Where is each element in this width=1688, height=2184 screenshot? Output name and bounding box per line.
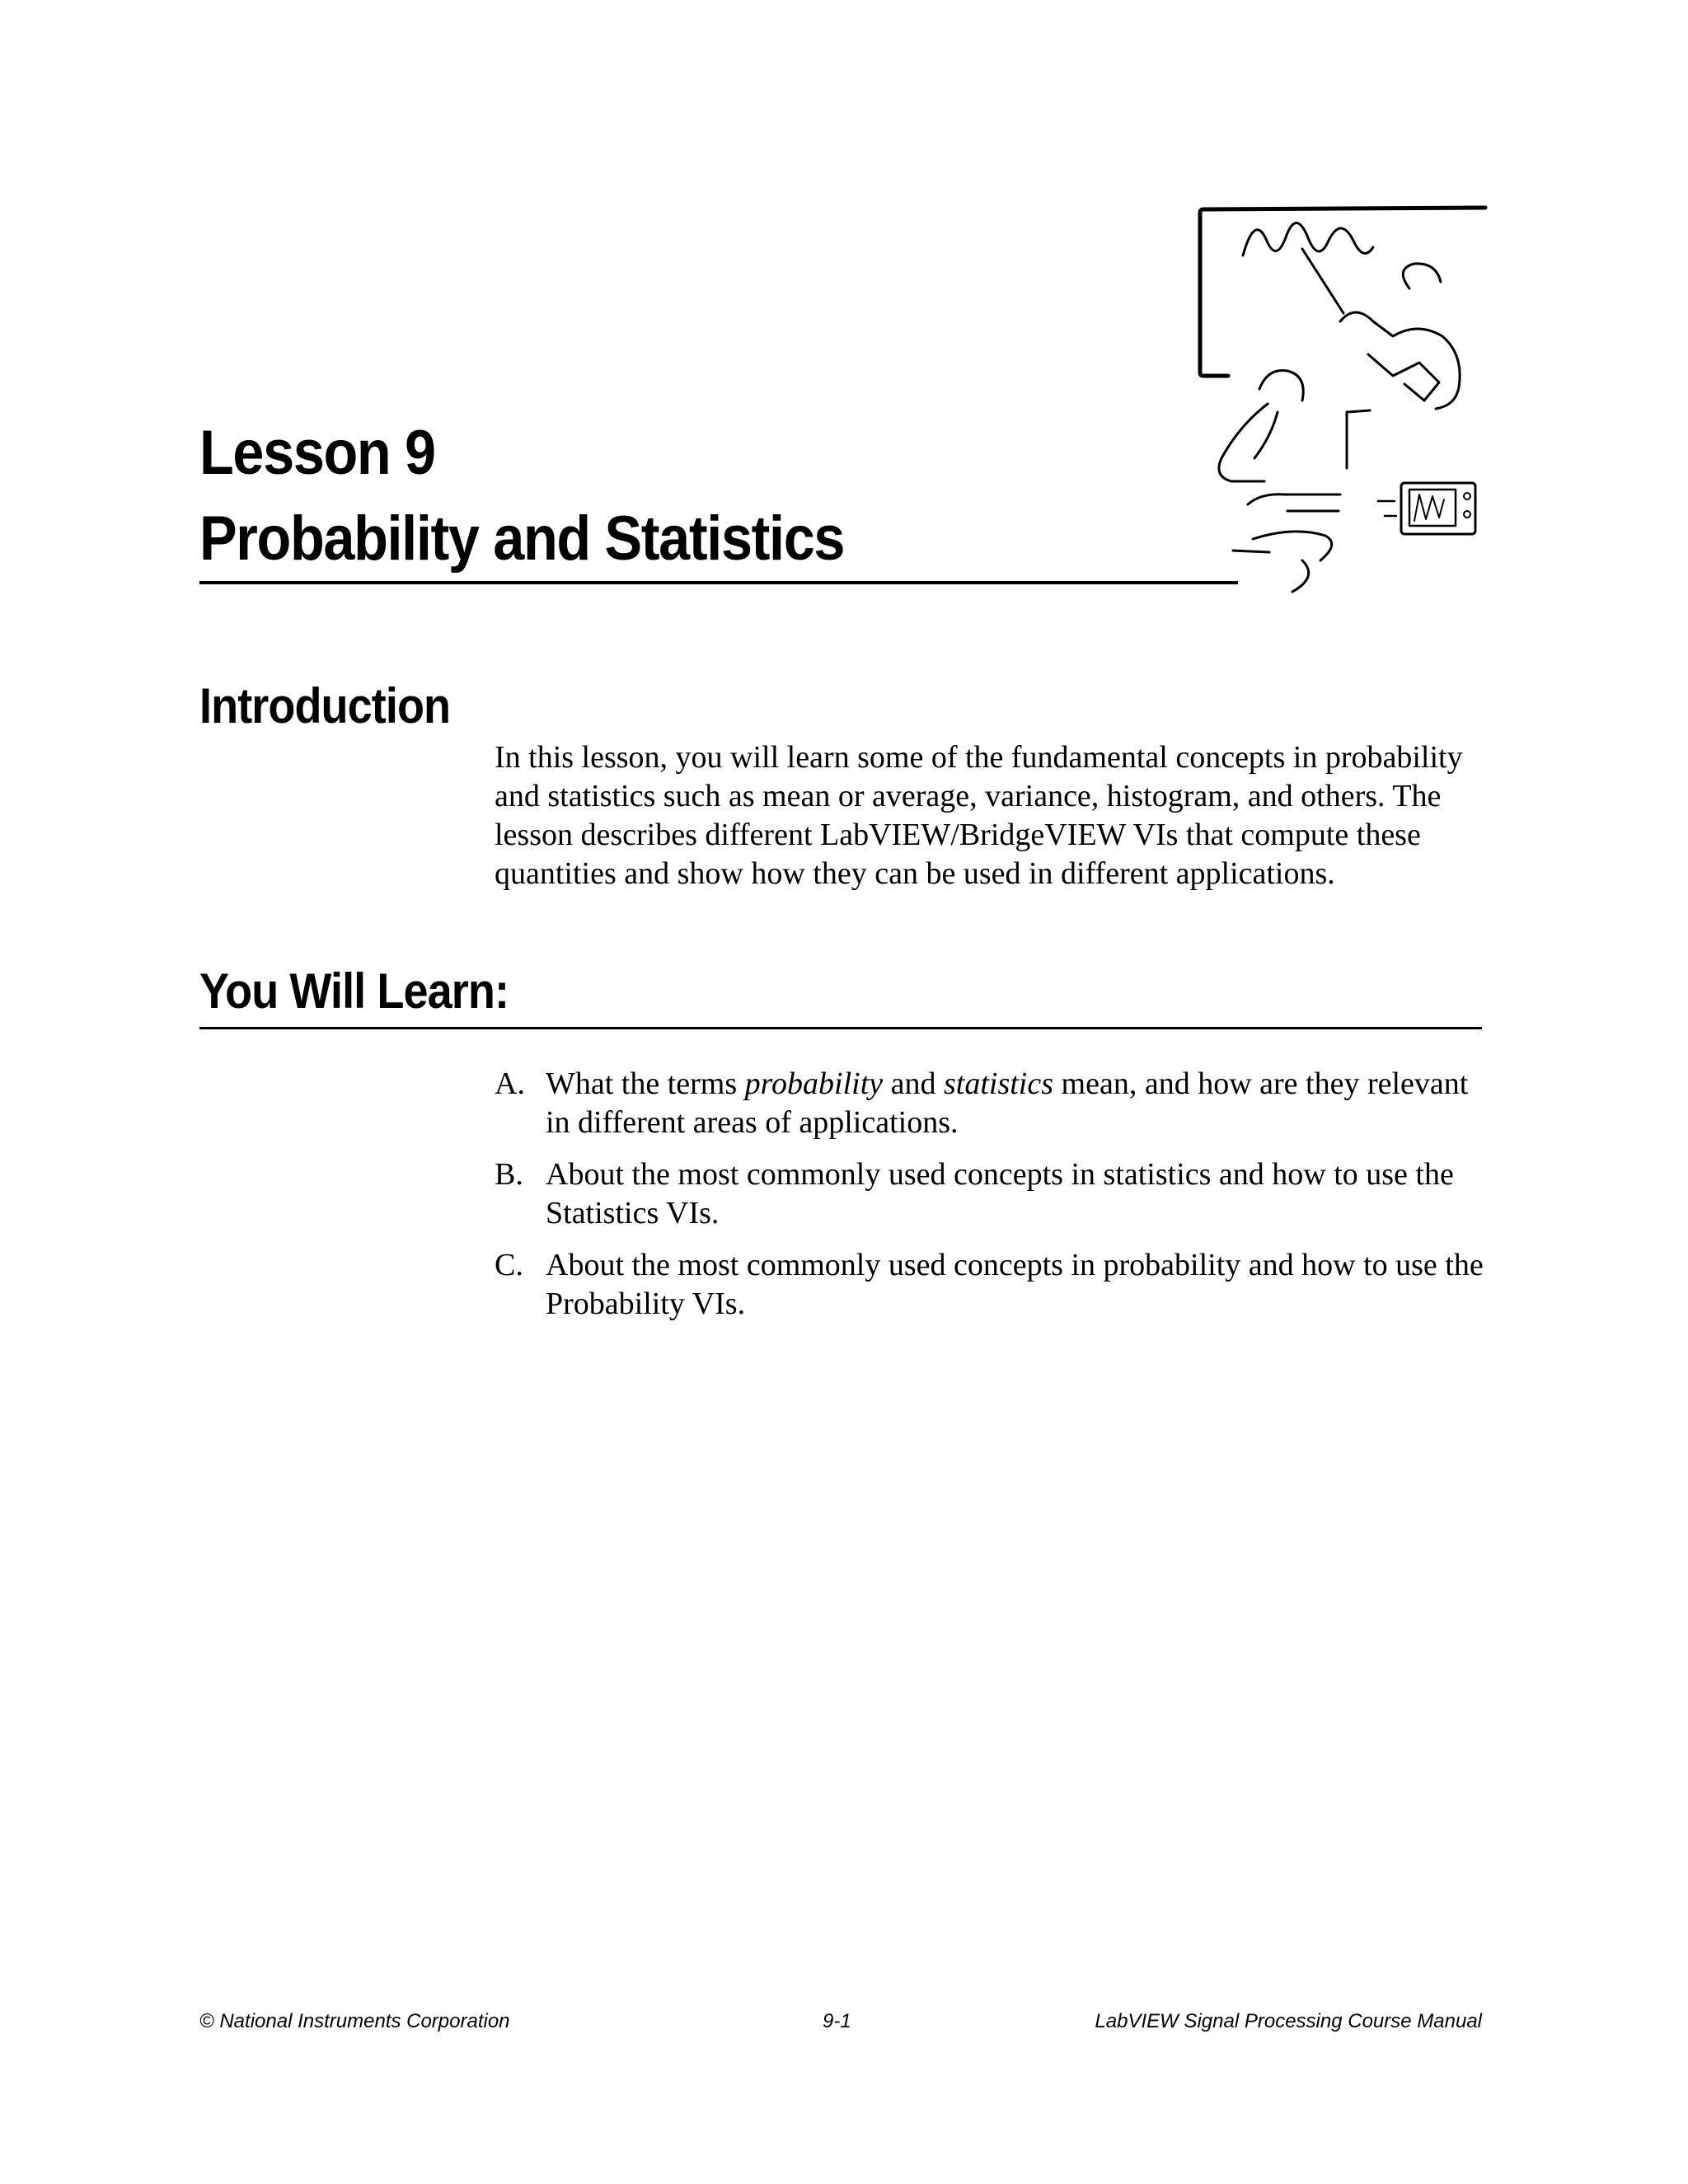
you-will-learn-heading: You Will Learn:	[199, 963, 509, 1019]
list-item-text	[546, 1066, 1468, 1140]
list-item-text: About the most commonly used concepts in probability and how to use the Probability VIs.	[546, 1248, 1484, 1321]
list-item	[495, 1155, 1500, 1233]
lesson-title	[199, 410, 1271, 582]
presenter-illustration	[1179, 198, 1492, 602]
introduction-text: In this lesson, you will learn some of the fundamental concepts in probability and statistics such as mean or average, variance, histogram, and others. The lesson describes different LabVIEW/BridgeVIEW VIs that compute these quantities and show how they can be used in different applications.	[495, 740, 1463, 891]
emphasis-probability: probability	[744, 1066, 884, 1101]
list-item-letter: A.	[495, 1066, 525, 1101]
text-run: and	[883, 1066, 944, 1101]
title-divider	[199, 581, 1238, 584]
list-item	[495, 1065, 1500, 1142]
introduction-heading: Introduction	[199, 678, 451, 733]
list-item-letter: C.	[495, 1248, 523, 1282]
lesson-number: Lesson 9	[199, 418, 435, 488]
lesson-name: Probability and Statistics	[199, 504, 845, 574]
footer-page-number: 9-1	[823, 2010, 851, 2032]
section-divider	[199, 1027, 1482, 1029]
footer-copyright: © National Instruments Corporation	[199, 2010, 510, 2032]
emphasis-statistics: statistics	[944, 1066, 1054, 1101]
list-item-letter: B.	[495, 1157, 523, 1192]
footer-manual-title: LabVIEW Signal Processing Course Manual	[1095, 2010, 1482, 2032]
list-item-text: About the most commonly used concepts in statistics and how to use the Statistics VIs.	[546, 1157, 1454, 1230]
learning-objectives-list	[495, 1065, 1500, 1337]
list-item	[495, 1246, 1500, 1324]
text-run: mean, and how are they relevant in different areas of applications.	[546, 1066, 1469, 1140]
text-run: What the terms	[546, 1066, 745, 1101]
